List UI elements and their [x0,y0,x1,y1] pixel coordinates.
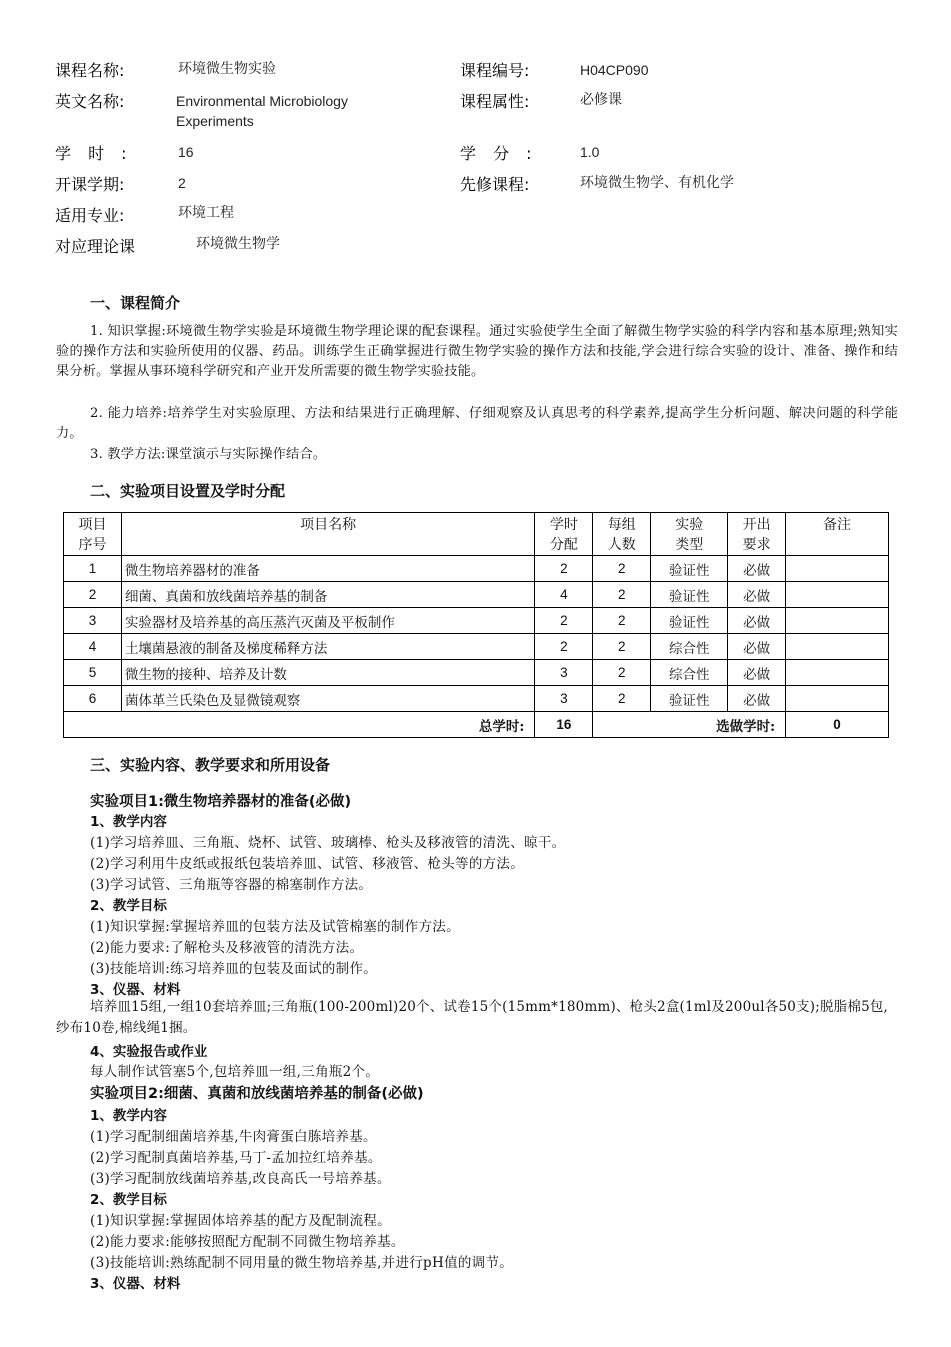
exp2-content-item: (3)学习配制放线菌培养基,改良高氏一号培养基。 [90,1171,391,1187]
section2-title: 二、实验项目设置及学时分配 [90,482,286,500]
exp1-report-text: 每人制作试管塞5个,包培养皿一组,三角瓶2个。 [90,1064,380,1080]
optional-hours-value: 0 [786,712,889,738]
exp2-content-item: (1)学习配制细菌培养基,牛肉膏蛋白胨培养基。 [90,1129,377,1145]
course-code-label: 课程编号: [460,61,530,80]
row-type: 综合性 [651,660,728,686]
major-value: 环境工程 [178,205,234,221]
total-hours-label: 总学时: [64,712,535,738]
row-type: 验证性 [651,608,728,634]
prereq-value: 环境微生物学、有机化学 [580,175,734,191]
row-requirement: 必做 [728,608,786,634]
row-group: 2 [593,660,651,686]
section1-title: 一、课程简介 [90,294,181,312]
row-name: 微生物培养器材的准备 [121,556,534,582]
row-note [786,582,889,608]
exp1-content-item: (1)学习培养皿、三角瓶、烧杯、试管、玻璃棒、枪头及移液管的清洗、晾干。 [90,835,566,851]
theory-course-value: 环境微生物学 [196,236,280,252]
exp1-content-item: (2)学习利用牛皮纸或报纸包装培养皿、试管、移液管、枪头等的方法。 [90,856,525,872]
row-requirement: 必做 [728,686,786,712]
row-note [786,634,889,660]
row-group: 2 [593,634,651,660]
total-hours-value: 16 [535,712,593,738]
exp1-report-heading: 4、实验报告或作业 [90,1044,208,1060]
table-total-row [64,712,889,738]
exp1-goal-heading: 2、教学目标 [90,898,167,914]
exp1-title: 实验项目1:微生物培养器材的准备(必做) [90,794,352,810]
row-hours: 2 [535,608,593,634]
theory-course-label: 对应理论课 [55,237,136,256]
row-note [786,686,889,712]
header-item-name: 项目名称 [121,513,534,556]
table-row [64,660,889,686]
row-name: 实验器材及培养基的高压蒸汽灭菌及平板制作 [121,608,534,634]
exp1-material-heading: 3、仪器、材料 [90,982,181,998]
exp2-content-heading: 1、教学内容 [90,1108,167,1124]
exp1-goal-item: (1)知识掌握:掌握培养皿的包装方法及试管棉塞的制作方法。 [90,919,460,935]
header-group-size: 每组 人数 [593,513,651,556]
credit-label: 学 分 : [460,144,538,163]
section1-paragraph-3: 3. 教学方法:课堂演示与实际操作结合。 [90,447,327,462]
row-group: 2 [593,582,651,608]
row-requirement: 必做 [728,634,786,660]
exp1-content-heading: 1、教学内容 [90,814,167,830]
term-value: 2 [178,175,186,191]
exp1-goal-item: (3)技能培训:练习培养皿的包装及面试的制作。 [90,961,378,977]
header-requirement: 开出 要求 [728,513,786,556]
prereq-label: 先修课程: [460,175,530,194]
row-hours: 3 [535,686,593,712]
experiment-items-table [63,512,889,738]
row-hours: 3 [535,660,593,686]
row-no: 3 [64,608,122,634]
row-note [786,556,889,582]
section1-paragraph-1: 1. 知识掌握:环境微生物学实验是环境微生物学理论课的配套课程。通过实验使学生全面了解微生物学实验的科学内容和基本原理;熟知实验的操作方法和实验所使用的仪器、药品。训练学生正确掌握进行微生物学实验的操作方法和技能,学会进行综合实验的设计、准备、操作和结果分析。掌握从事环境科学研究和产业开发所需要的微生物学实验技能。 [56,324,898,379]
header-hours: 学时 分配 [535,513,593,556]
exp2-goal-item: (3)技能培训:熟练配制不同用量的微生物培养基,并进行pH值的调节。 [90,1255,514,1271]
row-no: 5 [64,660,122,686]
exp2-title: 实验项目2:细菌、真菌和放线菌培养基的制备(必做) [90,1086,424,1102]
row-type: 综合性 [651,634,728,660]
row-no: 1 [64,556,122,582]
credit-value: 1.0 [580,144,600,160]
row-hours: 2 [535,556,593,582]
exp1-content-item: (3)学习试管、三角瓶等容器的棉塞制作方法。 [90,877,373,893]
header-note: 备注 [786,513,889,556]
table-row [64,634,889,660]
row-hours: 2 [535,634,593,660]
table-row [64,608,889,634]
row-requirement: 必做 [728,660,786,686]
row-type: 验证性 [651,582,728,608]
row-note [786,660,889,686]
row-no: 6 [64,686,122,712]
course-name-value: 环境微生物实验 [178,61,276,77]
english-name-label: 英文名称: [55,92,125,111]
hours-value: 16 [178,144,194,160]
row-name: 细菌、真菌和放线菌培养基的制备 [121,582,534,608]
row-group: 2 [593,608,651,634]
row-requirement: 必做 [728,582,786,608]
exp2-goal-heading: 2、教学目标 [90,1192,167,1208]
row-hours: 4 [535,582,593,608]
term-label: 开课学期: [55,175,125,194]
exp2-material-heading: 3、仪器、材料 [90,1276,181,1292]
row-group: 2 [593,686,651,712]
row-requirement: 必做 [728,556,786,582]
exp2-goal-item: (2)能力要求:能够按照配方配制不同微生物培养基。 [90,1234,405,1250]
optional-hours-label: 选做学时: [593,712,786,738]
section3-title: 三、实验内容、教学要求和所用设备 [90,756,331,774]
row-no: 4 [64,634,122,660]
table-row [64,686,889,712]
exp2-goal-item: (1)知识掌握:掌握固体培养基的配方及配制流程。 [90,1213,391,1229]
exp2-content-item: (2)学习配制真菌培养基,马丁-孟加拉红培养基。 [90,1150,382,1166]
header-item-no: 项目 序号 [64,513,122,556]
course-attr-value: 必修课 [580,92,622,108]
header-type: 实验 类型 [651,513,728,556]
hours-label: 学 时 : [55,144,133,163]
exp1-goal-item: (2)能力要求:了解枪头及移液管的清洗方法。 [90,940,364,956]
section1-paragraph-2: 2. 能力培养:培养学生对实验原理、方法和结果进行正确理解、仔细观察及认真思考的科学素养,提高学生分析问题、解决问题的科学能力。 [56,406,898,441]
course-code-value: H04CP090 [580,62,649,78]
row-type: 验证性 [651,556,728,582]
row-name: 土壤菌悬液的制备及梯度稀释方法 [121,634,534,660]
table-header-row [64,513,889,556]
english-name-value-2: Experiments [176,113,254,129]
english-name-value-1: Environmental Microbiology [176,93,348,109]
course-attr-label: 课程属性: [460,92,530,111]
row-type: 验证性 [651,686,728,712]
row-group: 2 [593,556,651,582]
course-name-label: 课程名称: [55,61,125,80]
table-row [64,556,889,582]
row-no: 2 [64,582,122,608]
row-name: 菌体革兰氏染色及显微镜观察 [121,686,534,712]
major-label: 适用专业: [55,206,125,225]
row-note [786,608,889,634]
table-row [64,582,889,608]
exp1-material-text: 培养皿15组,一组10套培养皿;三角瓶(100-200ml)20个、试卷15个(15mm*180mm)、枪头2盒(1ml及200ul各50支);脱脂棉5包,纱布10卷,棉线绳1捆。 [56,999,889,1036]
row-name: 微生物的接种、培养及计数 [121,660,534,686]
